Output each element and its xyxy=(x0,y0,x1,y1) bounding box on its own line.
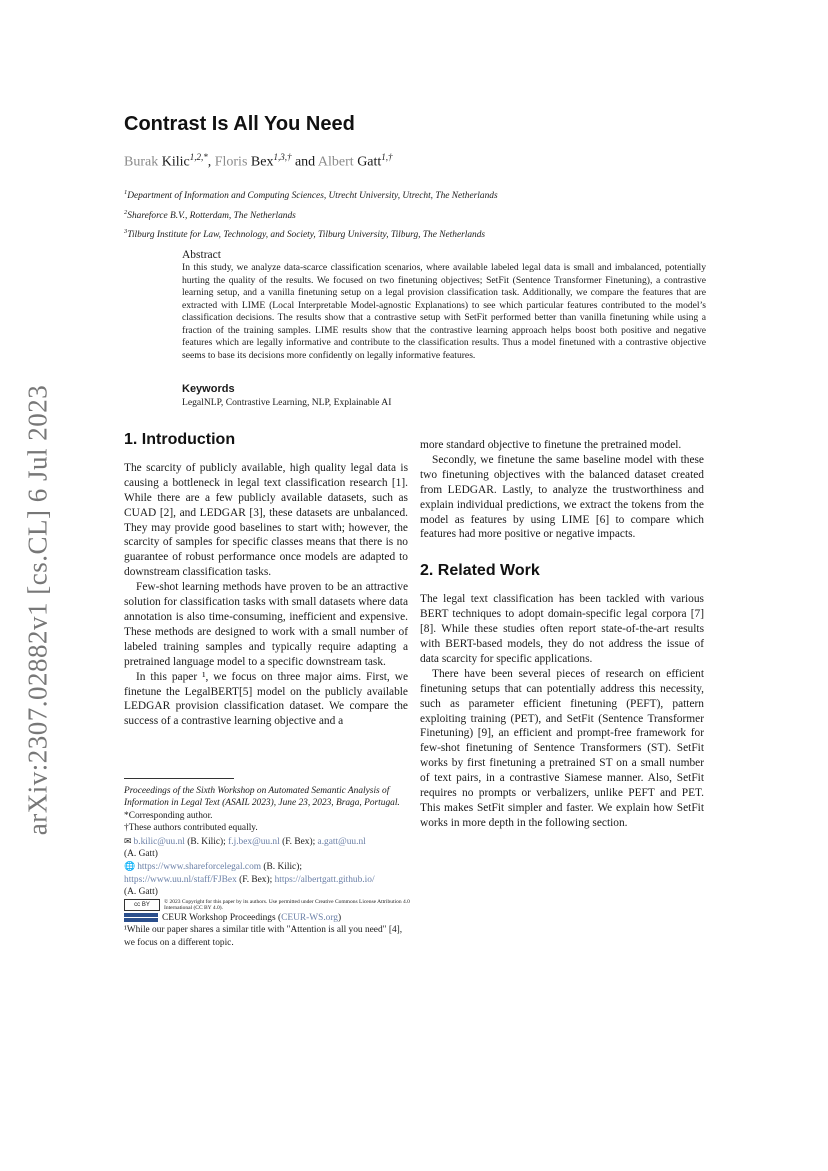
abstract-heading: Abstract xyxy=(182,249,221,261)
section-heading-introduction: 1. Introduction xyxy=(124,431,236,448)
related-paragraph-1: The legal text classification has been tackled with various BERT techniques to adopt domain-specific legal corpora [7] [8]. While these studies often report state-of-the-art results with BERT-based models, they do not address the issue of data scarcity for specific applications. xyxy=(420,593,704,665)
right-column xyxy=(420,438,704,831)
cc-by-license-icon: cc BY xyxy=(124,899,160,911)
author-sup: 1,3,† xyxy=(273,152,292,162)
email-link[interactable]: b.kilic@uu.nl xyxy=(133,836,185,847)
affiliations xyxy=(124,185,498,244)
website-link[interactable]: https://www.uu.nl/staff/FJBex xyxy=(124,874,237,885)
affiliation xyxy=(124,224,498,244)
website-link[interactable]: https://albertgatt.github.io/ xyxy=(274,874,375,885)
intro-paragraph-5: Secondly, we finetune the same baseline model with these two finetuning objectives with the balanced dataset created from LEDGAR. Lastly, to analyze the trustworthiness and explain individual predictions, we extract the tokens from the model as features by using LIME [6] to compare which features had more positive or negative impacts. xyxy=(420,453,704,541)
ceur-link[interactable]: CEUR-WS.org xyxy=(281,912,338,923)
footnote-corresponding: *Corresponding author. xyxy=(124,810,213,821)
website-link[interactable]: https://www.shareforcelegal.com xyxy=(137,862,262,873)
footnote-contributed: †These authors contributed equally. xyxy=(124,823,258,834)
email-link[interactable]: a.gatt@uu.nl xyxy=(317,836,366,847)
globe-icon: 🌐 xyxy=(124,861,136,872)
keywords-text: LegalNLP, Contrastive Learning, NLP, Explainable AI xyxy=(182,397,392,408)
section-heading-related-work: 2. Related Work xyxy=(420,562,540,580)
affiliation-text: Department of Information and Computing Sciences, Utrecht University, Utrecht, The Netherlands xyxy=(127,191,498,202)
email-owner: (A. Gatt) xyxy=(124,849,158,860)
affiliation-text: Tilburg Institute for Law, Technology, and Society, Tilburg University, Tilburg, The Netherlands xyxy=(127,230,486,241)
author-last-name: Bex xyxy=(250,154,274,170)
left-column xyxy=(124,433,408,729)
footnote-rule xyxy=(124,778,234,779)
abstract-text: In this study, we analyze data-scarce classification scenarios, where available labeled legal data is small and imbalanced, potentially hurting the quality of the results. We focused on two finetuning objectives; SetFit (Sentence Transformer Finetuning), a contrastive learning setup, and a vanilla finetuning setup on a legal provision classification task. Additionally, we compare the features that are extracted with LIME (Local Interpretable Model-agnostic Explanations) to see which particular features contributed to the model’s classification decisions. The results show that a contrastive setup with SetFit performed better than vanilla finetuning while using a fraction of the training samples. LIME results show that the contrastive learning approach helps boost both positive and negative features which are legally informative and contribute to the classification results. Thus a model finetuned with a contrastive objective seems to base its decisions more confidently on legally informative features. xyxy=(182,262,706,361)
footnotes xyxy=(124,778,414,949)
footnote-websites xyxy=(124,860,414,873)
license-text: © 2023 Copyright for this paper by its authors. Use permitted under Creative Commons License Attribution 4.0 International (CC BY 4.0). xyxy=(164,898,410,912)
author-sup: 1,† xyxy=(381,152,393,162)
email-owner: (F. Bex); xyxy=(279,836,318,847)
footnote-1: ¹While our paper shares a similar title with "Attention is all you need" [4], we focus on a different topic. xyxy=(124,925,403,948)
arxiv-sidebar-stamp: arXiv:2307.02882v1 [cs.CL] 6 Jul 2023 xyxy=(22,384,53,836)
email-link[interactable]: f.j.bex@uu.nl xyxy=(228,836,280,847)
related-paragraph-2: There have been several pieces of research on efficient finetuning setups that can potentially address this necessity, such as parameter efficient finetuning (PEFT), pattern exploiting training (PET), and SetFit (Sentence Transformer Finetuning) [9], an efficient and prompt-free framework for few-shot finetuning of Sentence Transformers (ST). SetFit works by first finetuning a pretrained ST on a small number of text pairs, in a contrastive Siamese manner. Also, SetFit requires no prompts or verbalizers, unlike PEFT and PET. This makes SetFit simpler and faster. We explain how SetFit works in more depth in the following section. xyxy=(420,667,704,829)
author-list xyxy=(124,152,393,171)
affiliation-sup: 2 xyxy=(124,208,128,216)
affiliation-sup: 1 xyxy=(124,189,128,196)
author-first-name: Albert xyxy=(317,154,354,170)
author-first-name: Burak xyxy=(124,154,159,170)
website-owner: (B. Kilic); xyxy=(261,862,302,873)
affiliation xyxy=(124,205,498,225)
author-last-name: Gatt xyxy=(357,154,382,170)
author-sup: 1,2,* xyxy=(189,152,208,162)
envelope-icon: ✉ xyxy=(124,835,132,846)
affiliation-text: Shareforce B.V., Rotterdam, The Netherlands xyxy=(127,210,296,221)
keywords xyxy=(182,383,706,408)
keywords-heading: Keywords xyxy=(182,383,235,395)
ceur-text: CEUR Workshop Proceedings ( xyxy=(162,912,282,923)
affiliation xyxy=(124,185,498,205)
author-first-name: Floris xyxy=(214,154,248,170)
footnote-websites-2 xyxy=(124,874,414,886)
intro-paragraph-1: The scarcity of publicly available, high quality legal data is causing a bottleneck in legal text classification research [1]. While there are a few publicly available datasets, such as CUAD [2], and LEDGAR [3], these datasets are unbalanced. They may provide good baselines to start with; however, the scarcity of samples for specific classes means that there is no guarantee of robust performance once models are adapted to downstream classification tasks. xyxy=(124,461,408,579)
email-owner: (B. Kilic); xyxy=(184,836,229,847)
paper-title: Contrast Is All You Need xyxy=(124,113,355,135)
footnote-ceur xyxy=(124,912,414,924)
footnote-proceedings: Proceedings of the Sixth Workshop on Automated Semantic Analysis of Information in Legal Text (ASAIL 2023), June 23, 2023, Braga, Portugal. xyxy=(124,786,400,809)
affiliation-sup: 3 xyxy=(124,228,128,236)
abstract xyxy=(182,249,706,362)
website-owner: (F. Bex); xyxy=(236,874,275,885)
author-separator: , xyxy=(207,154,215,170)
ceur-logo-icon xyxy=(124,913,158,922)
intro-paragraph-4: more standard objective to finetune the pretrained model. xyxy=(420,439,682,451)
footnote-license xyxy=(124,899,414,912)
author-last-name: Kilic xyxy=(161,154,190,170)
intro-paragraph-3: In this paper ¹, we focus on three major aims. First, we finetune the LegalBERT[5] model on the publicly available LEDGAR provision classification dataset. We compare the success of a contrastive learning objective and a xyxy=(124,670,408,728)
author-and: and xyxy=(291,154,318,170)
footnote-emails xyxy=(124,835,414,848)
website-owner: (A. Gatt) xyxy=(124,887,158,898)
ceur-text-end: ) xyxy=(337,912,342,923)
intro-paragraph-2: Few-shot learning methods have proven to be an attractive solution for classification tasks with small datasets where data annotation is also time-consuming, inefficient and expensive. These methods are designed to work with a small number of labeled training samples and typically require adapting a pretrained language model to a specific downstream task. xyxy=(124,581,408,668)
